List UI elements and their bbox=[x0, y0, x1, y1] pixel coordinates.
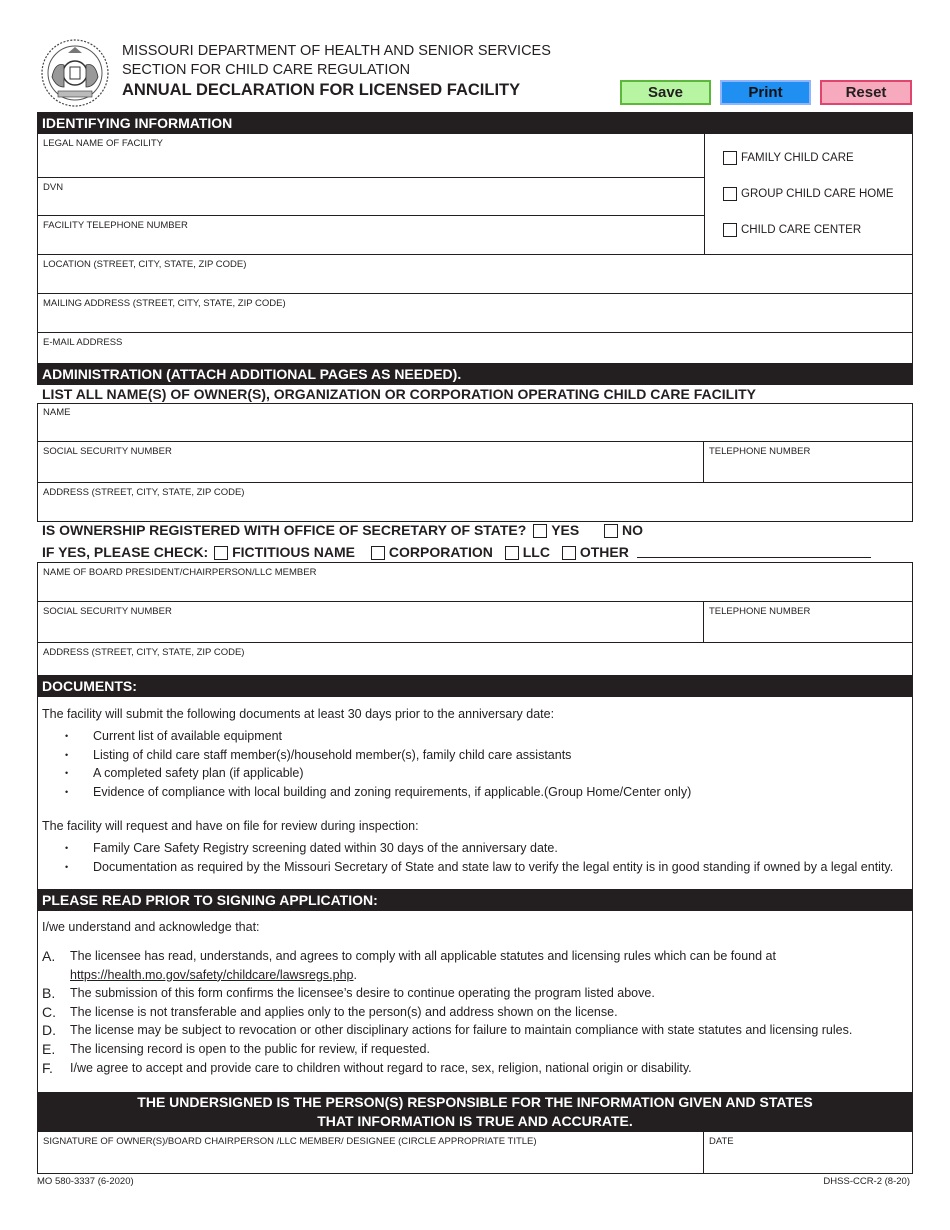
board-member-field[interactable] bbox=[37, 562, 913, 602]
section-name: SECTION FOR CHILD CARE REGULATION bbox=[122, 62, 411, 78]
facility-type-group[interactable] bbox=[723, 187, 894, 201]
corporation-checkbox[interactable] bbox=[371, 546, 385, 560]
other-label: OTHER bbox=[579, 544, 629, 560]
owners-subheading: LIST ALL NAME(S) OF OWNER(S), ORGANIZATION OR CORPORATION OPERATING CHILD CARE FACILITY bbox=[42, 386, 756, 402]
date-field[interactable] bbox=[703, 1132, 913, 1174]
list-item: • Documentation as required by the Missouri Secretary of State and state law to verify the legal entity is in good standing if owned by a legal entity. bbox=[93, 860, 893, 879]
legal-name-label: LEGAL NAME OF FACILITY bbox=[43, 138, 164, 149]
acknowledge-heading: PLEASE READ PRIOR TO SIGNING APPLICATION: bbox=[37, 889, 913, 911]
ownership-no-row bbox=[604, 522, 643, 538]
llc-label: LLC bbox=[522, 544, 550, 560]
signature-field[interactable] bbox=[37, 1132, 704, 1174]
lawsregs-link[interactable]: https://health.mo.gov/safety/childcare/lawsregs.php. bbox=[70, 967, 357, 982]
child-care-center-checkbox[interactable] bbox=[723, 223, 737, 237]
list-item: • Current list of available equipment bbox=[93, 729, 691, 748]
documents-intro: The facility will submit the following documents at least 30 days prior to the anniversary date: bbox=[42, 707, 555, 721]
entity-type-row bbox=[42, 544, 629, 560]
documents-list-2 bbox=[93, 841, 893, 878]
ownership-no-checkbox[interactable] bbox=[604, 524, 618, 538]
dvn-field[interactable] bbox=[37, 178, 705, 216]
print-button[interactable]: Print bbox=[720, 80, 811, 105]
other-checkbox[interactable] bbox=[562, 546, 576, 560]
location-label: LOCATION (STREET, CITY, STATE, ZIP CODE) bbox=[43, 259, 247, 270]
board-telephone-label: TELEPHONE NUMBER bbox=[709, 606, 811, 617]
owner-telephone-label: TELEPHONE NUMBER bbox=[709, 446, 811, 457]
owner-telephone-field[interactable] bbox=[703, 442, 913, 483]
email-label: E-MAIL ADDRESS bbox=[43, 337, 123, 348]
ownership-yes-checkbox[interactable] bbox=[533, 524, 547, 538]
family-child-care-checkbox[interactable] bbox=[723, 151, 737, 165]
form-code: DHSS-CCR-2 (8-20) bbox=[823, 1176, 910, 1187]
ownership-question: IS OWNERSHIP REGISTERED WITH OFFICE OF SECRETARY OF STATE? bbox=[42, 522, 527, 538]
child-care-center-label: CHILD CARE CENTER bbox=[741, 224, 862, 236]
department-name: MISSOURI DEPARTMENT OF HEALTH AND SENIOR SERVICES bbox=[122, 43, 551, 59]
facility-type-family[interactable] bbox=[723, 151, 854, 165]
if-yes-label: IF YES, PLEASE CHECK: bbox=[42, 544, 209, 560]
board-member-label: NAME OF BOARD PRESIDENT/CHAIRPERSON/LLC MEMBER bbox=[43, 567, 317, 578]
missouri-seal-logo bbox=[40, 37, 110, 109]
board-ssn-label: SOCIAL SECURITY NUMBER bbox=[43, 606, 172, 617]
fictitious-name-label: FICTITIOUS NAME bbox=[232, 544, 355, 560]
board-telephone-field[interactable] bbox=[703, 602, 913, 643]
mailing-address-label: MAILING ADDRESS (STREET, CITY, STATE, ZIP CODE) bbox=[43, 298, 286, 309]
list-item: • Family Care Safety Registry screening dated within 30 days of the anniversary date. bbox=[93, 841, 893, 860]
documents-intro-2: The facility will request and have on file for review during inspection: bbox=[42, 819, 419, 833]
ownership-no-label: NO bbox=[622, 522, 643, 538]
identifying-heading: IDENTIFYING INFORMATION bbox=[37, 112, 913, 134]
owner-ssn-field[interactable] bbox=[37, 442, 704, 483]
corporation-label: CORPORATION bbox=[388, 544, 493, 560]
date-label: DATE bbox=[709, 1136, 734, 1147]
ownership-question-row bbox=[42, 522, 579, 538]
administration-heading: ADMINISTRATION (ATTACH ADDITIONAL PAGES AS NEEDED). bbox=[37, 363, 913, 385]
owner-address-label: ADDRESS (STREET, CITY, STATE, ZIP CODE) bbox=[43, 487, 245, 498]
list-item: • Listing of child care staff member(s)/household member(s), family child care assistants bbox=[93, 748, 691, 767]
fictitious-name-checkbox[interactable] bbox=[214, 546, 228, 560]
reset-button[interactable]: Reset bbox=[820, 80, 912, 105]
list-item: • Evidence of compliance with local building and zoning requirements, if applicable.(Group Home/Center only) bbox=[93, 785, 691, 804]
owner-address-field[interactable] bbox=[37, 483, 913, 522]
facility-type-center[interactable] bbox=[723, 223, 861, 237]
location-field[interactable] bbox=[37, 255, 913, 294]
llc-checkbox[interactable] bbox=[505, 546, 519, 560]
email-field[interactable] bbox=[37, 333, 913, 364]
owner-ssn-label: SOCIAL SECURITY NUMBER bbox=[43, 446, 172, 457]
dvn-label: DVN bbox=[43, 182, 64, 193]
group-child-care-home-checkbox[interactable] bbox=[723, 187, 737, 201]
other-blank-line[interactable] bbox=[637, 557, 871, 558]
attestation-banner bbox=[37, 1092, 913, 1132]
documents-list bbox=[93, 729, 691, 803]
save-button[interactable]: Save bbox=[620, 80, 711, 105]
family-child-care-label: FAMILY CHILD CARE bbox=[741, 152, 854, 164]
acknowledge-intro: I/we understand and acknowledge that: bbox=[42, 920, 260, 934]
documents-heading: DOCUMENTS: bbox=[37, 675, 913, 697]
ownership-yes-label: YES bbox=[551, 522, 580, 538]
board-ssn-field[interactable] bbox=[37, 602, 704, 643]
board-address-label: ADDRESS (STREET, CITY, STATE, ZIP CODE) bbox=[43, 647, 245, 658]
owner-name-label: NAME bbox=[43, 407, 71, 418]
attestation-line-2: THAT INFORMATION IS TRUE AND ACCURATE. bbox=[317, 1113, 633, 1129]
owner-name-field[interactable] bbox=[37, 403, 913, 442]
group-child-care-home-label: GROUP CHILD CARE HOME bbox=[741, 188, 894, 200]
page-title: ANNUAL DECLARATION FOR LICENSED FACILITY bbox=[122, 81, 521, 99]
signature-label: SIGNATURE OF OWNER(S)/BOARD CHAIRPERSON /LLC MEMBER/ DESIGNEE (CIRCLE APPROPRIATE TITLE) bbox=[43, 1136, 537, 1147]
legal-name-field[interactable] bbox=[37, 134, 705, 178]
form-number: MO 580-3337 (6-2020) bbox=[37, 1176, 134, 1187]
mailing-address-field[interactable] bbox=[37, 294, 913, 333]
facility-phone-field[interactable] bbox=[37, 216, 705, 255]
facility-phone-label: FACILITY TELEPHONE NUMBER bbox=[43, 220, 188, 231]
list-item: • A completed safety plan (if applicable) bbox=[93, 766, 691, 785]
board-address-field[interactable] bbox=[37, 643, 913, 676]
attestation-line-1: THE UNDERSIGNED IS THE PERSON(S) RESPONSIBLE FOR THE INFORMATION GIVEN AND STATES bbox=[137, 1094, 813, 1110]
